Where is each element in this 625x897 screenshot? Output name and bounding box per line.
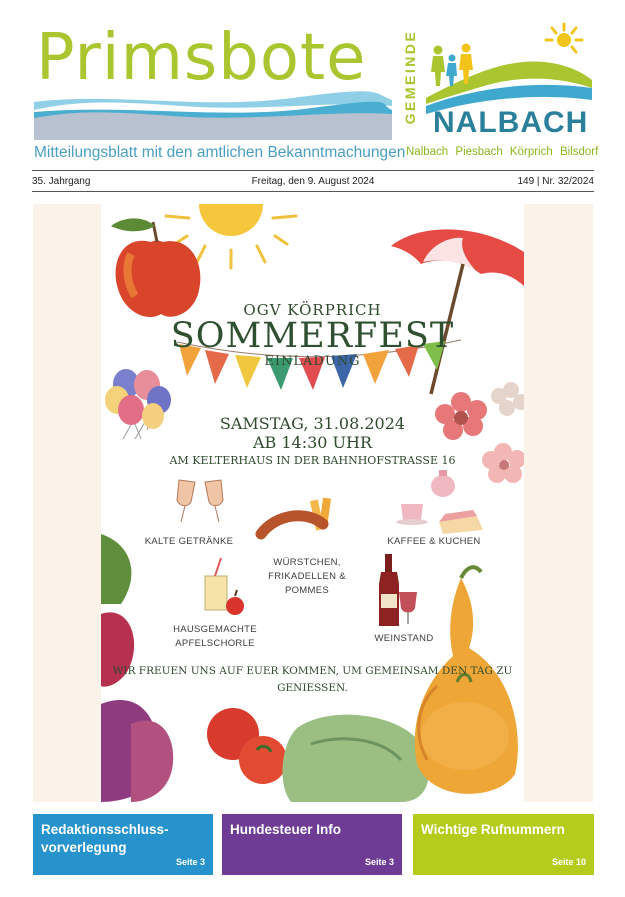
poster-time: AB 14:30 UHR (252, 433, 373, 452)
poster-location: AM KELTERHAUS IN DER BAHNHOFSTRASSE 16 (169, 454, 456, 467)
coffee-cake-icon (396, 470, 483, 534)
offer-coffee: KAFFEE & KUCHEN (387, 536, 481, 547)
teaser-page: Seite 3 (175, 857, 205, 867)
teaser-title: Wichtige Rufnummern (421, 822, 565, 837)
poster-closing-text: WIR FREUEN UNS AUF EUER KOMMEN, UM GEMEINSAM DEN TAG ZU GENIESSEN. (112, 665, 513, 694)
teaser-page: Seite 3 (364, 857, 394, 867)
teaser-title: Redaktionsschluss-vorverlegung (41, 822, 169, 855)
municipality-name: NALBACH (433, 106, 589, 139)
teaser-deadline[interactable] (33, 814, 213, 875)
event-poster (101, 204, 524, 802)
village-name: Bilsdorf (559, 146, 599, 158)
teaser-page: Seite 10 (551, 857, 586, 867)
issue-year: 35. Jahrgang (32, 176, 91, 187)
poster-date: SAMSTAG, 31.08.2024 (219, 414, 406, 433)
issue-date: Freitag, den 9. August 2024 (251, 176, 375, 187)
offer-wine: WEINSTAND (374, 633, 434, 644)
newspaper-title: Primsbote (36, 21, 367, 95)
offer-apple-spritzer: HAUSGEMACHTE APFELSCHORLE (173, 624, 257, 649)
sausage-fries-icon (261, 498, 331, 534)
village-name: Piesbach (455, 146, 503, 158)
teaser-title: Hundesteuer Info (230, 822, 342, 837)
teaser-phone-numbers[interactable] (413, 814, 594, 875)
masthead (0, 0, 625, 170)
issue-number: 149 | Nr. 32/2024 (517, 176, 594, 187)
gemeinde-label: GEMEINDE (402, 29, 418, 125)
village-name: Körprich (509, 146, 553, 158)
flower-icon (491, 382, 524, 416)
issue-info-bar (32, 170, 594, 192)
wine-glasses-icon (177, 480, 223, 522)
poster-organizer: OGV KÖRPRICH (243, 301, 382, 319)
teaser-dog-tax[interactable] (222, 814, 402, 875)
village-list (406, 146, 602, 158)
village-name: Nalbach (406, 146, 449, 158)
subtitle: Mitteilungsblatt mit den amtlichen Bekanntmachungen (34, 144, 406, 161)
municipality-logo-icon (424, 18, 594, 114)
wave-logo-graphic (32, 88, 394, 140)
offer-food: WÜRSTCHEN, FRIKADELLEN & POMMES (268, 557, 346, 596)
apple-spritzer-icon (205, 558, 244, 615)
poster-illustrations (101, 204, 524, 802)
poster-subtitle: EINLADUNG (264, 354, 361, 369)
wine-bottle-icon (379, 554, 417, 626)
poster-event-title: SOMMERFEST (170, 316, 455, 356)
offer-drinks: KALTE GETRÄNKE (144, 536, 234, 547)
